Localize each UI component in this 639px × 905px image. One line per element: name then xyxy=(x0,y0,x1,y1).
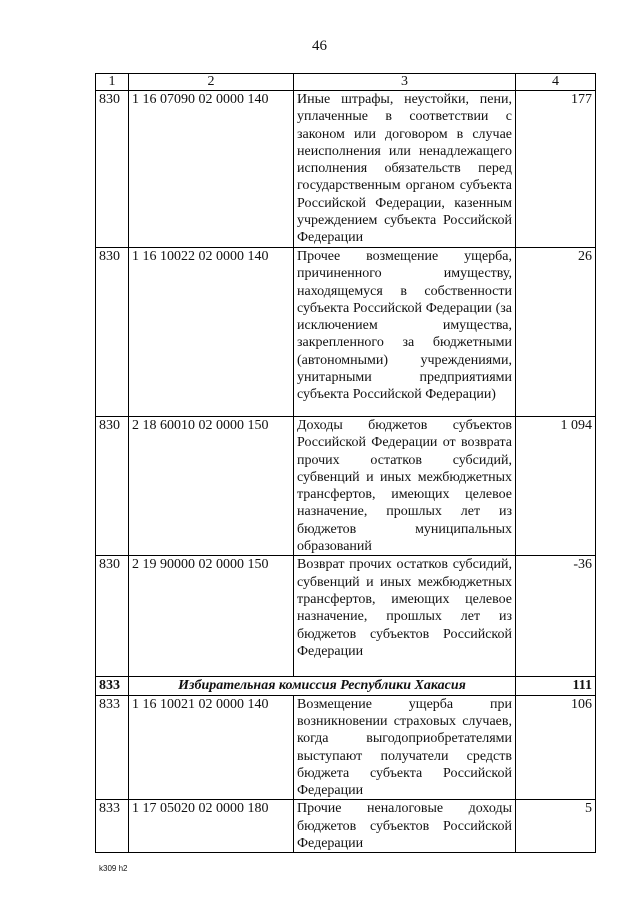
admin-code-cell: 833 xyxy=(96,800,129,853)
budget-classification-code-cell: 1 16 10021 02 0000 140 xyxy=(129,695,294,800)
revenue-name-cell: Возврат прочих остатков субсидий, субвенций и иных межбюджетных трансфертов, имеющих целевое назначение, прошлых лет из бюджетов субъектов Российской Федерации xyxy=(294,556,516,677)
footer-document-code: k309 h2 xyxy=(99,864,128,873)
table-row xyxy=(96,417,596,556)
revenue-name-cell: Прочее возмещение ущерба, причиненного имуществу, находящемуся в собственности субъекта Российской Федерации (за исключением имущества, закрепленного за бюджетными (автономными) учреждениями, унитарными предприятиями субъекта Российской Федерации) xyxy=(294,248,516,417)
amount-cell: 106 xyxy=(516,695,596,800)
page-number: 46 xyxy=(312,38,327,54)
admin-code-cell: 830 xyxy=(96,556,129,677)
amount-cell: 1 094 xyxy=(516,417,596,556)
column-number-1: 1 xyxy=(96,74,129,91)
amount-cell: 5 xyxy=(516,800,596,853)
table-row xyxy=(96,556,596,677)
admin-code-cell: 830 xyxy=(96,248,129,417)
revenue-name-cell: Иные штрафы, неустойки, пени, уплаченные в соответствии с законом или договором в случае неисполнения или ненадлежащего исполнения обязательств перед государственным органом субъекта Российской Федерации, казенным учреждением субъекта Российской Федерации xyxy=(294,91,516,248)
column-number-2: 2 xyxy=(129,74,294,91)
admin-code-cell: 833 xyxy=(96,695,129,800)
budget-classification-code-cell: 1 16 07090 02 0000 140 xyxy=(129,91,294,248)
table-row xyxy=(96,800,596,853)
column-number-3: 3 xyxy=(294,74,516,91)
table-row xyxy=(96,695,596,800)
budget-classification-code-cell: 1 17 05020 02 0000 180 xyxy=(129,800,294,853)
table-header-row xyxy=(96,74,596,91)
amount-cell: 26 xyxy=(516,248,596,417)
section-title: Избирательная комиссия Республики Хакасия xyxy=(129,677,516,695)
admin-code-cell: 830 xyxy=(96,91,129,248)
section-row xyxy=(96,677,596,695)
section-total: 111 xyxy=(516,677,596,695)
budget-classification-code-cell: 2 18 60010 02 0000 150 xyxy=(129,417,294,556)
amount-cell: -36 xyxy=(516,556,596,677)
revenue-name-cell: Прочие неналоговые доходы бюджетов субъектов Российской Федерации xyxy=(294,800,516,853)
table-row xyxy=(96,248,596,417)
column-number-4: 4 xyxy=(516,74,596,91)
revenue-name-cell: Доходы бюджетов субъектов Российской Федерации от возврата прочих остатков субсидий, субвенций и иных межбюджетных трансфертов, имеющих целевое назначение, прошлых лет из бюджетов муниципальных образований xyxy=(294,417,516,556)
table-row xyxy=(96,91,596,248)
budget-classification-code-cell: 1 16 10022 02 0000 140 xyxy=(129,248,294,417)
amount-cell: 177 xyxy=(516,91,596,248)
revenue-name-cell: Возмещение ущерба при возникновении страховых случаев, когда выгодоприобретателями выступают получатели средств бюджета субъекта Российской Федерации xyxy=(294,695,516,800)
section-admin-code: 833 xyxy=(96,677,129,695)
admin-code-cell: 830 xyxy=(96,417,129,556)
budget-revenue-table xyxy=(95,73,596,853)
budget-classification-code-cell: 2 19 90000 02 0000 150 xyxy=(129,556,294,677)
